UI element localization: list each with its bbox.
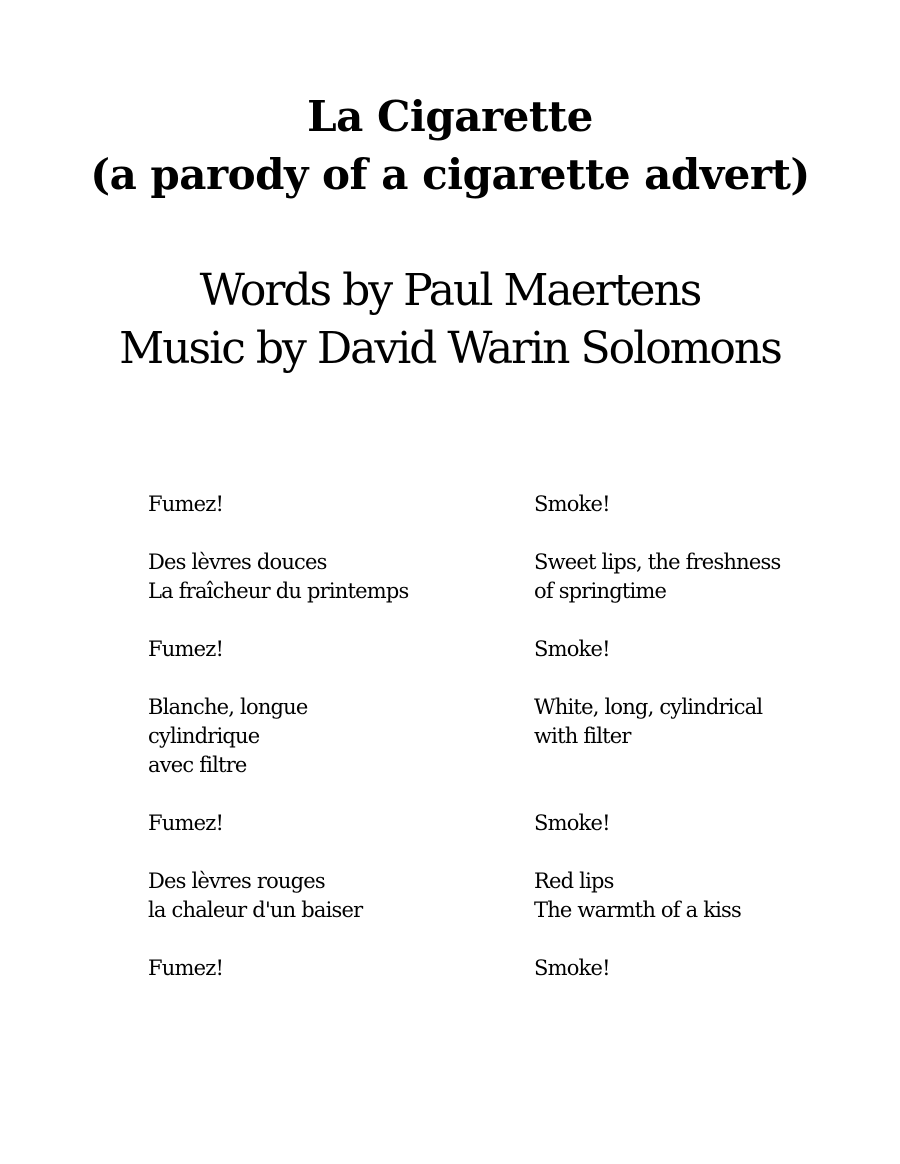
french-lyrics bbox=[148, 490, 534, 519]
lyric-line: of springtime bbox=[534, 579, 667, 603]
english-translation bbox=[534, 490, 848, 519]
stanza-2 bbox=[148, 548, 848, 606]
french-lyrics bbox=[148, 635, 534, 664]
lyric-line: La fraîcheur du printemps bbox=[148, 579, 409, 603]
song-title-line-1: La Cigarette bbox=[307, 92, 593, 141]
lyric-line: Smoke! bbox=[534, 492, 610, 516]
lyric-line: cylindrique bbox=[148, 724, 260, 748]
lyric-line: Smoke! bbox=[534, 811, 610, 835]
french-lyrics bbox=[148, 693, 534, 780]
french-lyrics bbox=[148, 548, 534, 606]
lyric-line: White, long, cylindrical bbox=[534, 695, 763, 719]
song-title bbox=[0, 88, 900, 204]
stanza-5 bbox=[148, 809, 848, 838]
composer-credit: Music by David Warin Solomons bbox=[119, 323, 781, 374]
lyric-line: with filter bbox=[534, 724, 631, 748]
stanza-6 bbox=[148, 867, 848, 925]
lyric-line: Fumez! bbox=[148, 956, 224, 980]
english-translation bbox=[534, 635, 848, 664]
french-lyrics bbox=[148, 867, 534, 925]
lyric-line: la chaleur d'un baiser bbox=[148, 898, 363, 922]
stanza-1 bbox=[148, 490, 848, 519]
lyric-line: Fumez! bbox=[148, 811, 224, 835]
stanza-4 bbox=[148, 693, 848, 780]
lyricist-credit: Words by Paul Maertens bbox=[199, 265, 701, 316]
lyric-line: Blanche, longue bbox=[148, 695, 308, 719]
lyric-line: Smoke! bbox=[534, 637, 610, 661]
lyric-line: The warmth of a kiss bbox=[534, 898, 742, 922]
lyric-line: Fumez! bbox=[148, 637, 224, 661]
lyric-line: Smoke! bbox=[534, 956, 610, 980]
french-lyrics bbox=[148, 954, 534, 983]
lyric-line: Red lips bbox=[534, 869, 614, 893]
english-translation bbox=[534, 809, 848, 838]
lyric-line: Sweet lips, the freshness bbox=[534, 550, 781, 574]
english-translation bbox=[534, 954, 848, 983]
lyric-line: Des lèvres rouges bbox=[148, 869, 325, 893]
lyric-line: Fumez! bbox=[148, 492, 224, 516]
french-lyrics bbox=[148, 809, 534, 838]
lyric-line: Des lèvres douces bbox=[148, 550, 327, 574]
lyric-line: avec filtre bbox=[148, 753, 247, 777]
stanza-7 bbox=[148, 954, 848, 983]
english-translation bbox=[534, 693, 848, 780]
credits bbox=[0, 262, 900, 378]
english-translation bbox=[534, 867, 848, 925]
lyrics bbox=[148, 490, 848, 1012]
stanza-3 bbox=[148, 635, 848, 664]
song-title-line-2: (a parody of a cigarette advert) bbox=[90, 150, 810, 199]
english-translation bbox=[534, 548, 848, 606]
